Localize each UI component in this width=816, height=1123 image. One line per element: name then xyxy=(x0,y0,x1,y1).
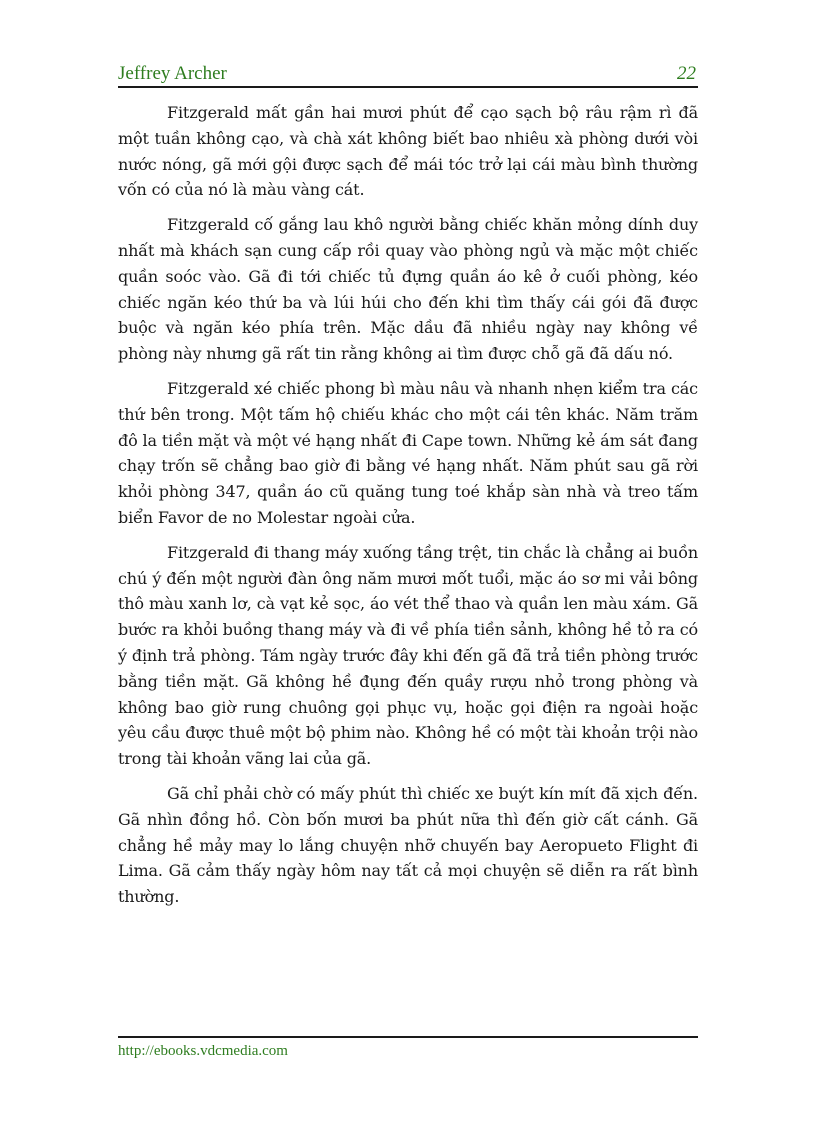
paragraph-2: Fitzgerald cố gắng lau khô người bằng chiếc khăn mỏng dính duy nhất mà khách sạn cung cấp rồi quay vào phòng ngủ và mặc một chiếc quần soóc vào. Gã đi tới chiếc tủ đựng quần áo kê ở cuối phòng, kéo chiếc ngăn kéo thứ ba và lúi húi cho đến khi tìm thấy cái gói đã được buộc và ngăn kéo phía trên. Mặc dầu đã nhiều ngày nay không về phòng này nhưng gã rất tin rằng không ai tìm được chỗ gã đã dấu nó. xyxy=(118,215,698,364)
page-number: 22 xyxy=(677,63,696,84)
paragraph-1: Fitzgerald mất gần hai mươi phút để cạo sạch bộ râu rậm rì đã một tuần không cạo, và chà xát không biết bao nhiêu xà phòng dưới vòi nước nóng, gã mới gội được sạch để mái tóc trở lại cái màu bình thường vốn có của nó là màu vàng cát. xyxy=(118,103,698,200)
paragraph-4: Fitzgerald đi thang máy xuống tầng trệt, tin chắc là chẳng ai buồn chú ý đến một người đàn ông năm mươi mốt tuổi, mặc áo sơ mi vải bông thô màu xanh lơ, cà vạt kẻ sọc, áo vét thể thao và quần len màu xám. Gã bước ra khỏi buồng thang máy và đi về phía tiền sảnh, không hề tỏ ra có ý định trả phòng. Tám ngày trước đây khi đến gã đã trả tiền phòng trước bằng tiền mặt. Gã không hề đụng đến quầy rượu nhỏ trong phòng và không bao giờ rung chuông gọi phục vụ, hoặc gọi điện ra ngoài hoặc yêu cầu được thuê một bộ phim nào. Không hề có một tài khoản trội nào trong tài khoản vãng lai của gã. xyxy=(118,542,698,769)
header-author: Jeffrey Archer xyxy=(118,63,227,84)
paragraph-5: Gã chỉ phải chờ có mấy phút thì chiếc xe buýt kín mít đã xịch đến. Gã nhìn đồng hồ. Còn bốn mươi ba phút nữa thì đến giờ cất cánh. Gã chẳng hề mảy may lo lắng chuyện nhỡ chuyến bay Aeropueto Flight đi Lima. Gã cảm thấy ngày hôm nay tất cả mọi chuyện sẽ diễn ra rất bình thường. xyxy=(118,783,698,907)
paragraph-3: Fitzgerald xé chiếc phong bì màu nâu và nhanh nhẹn kiểm tra các thứ bên trong. Một tấm hộ chiếu khác cho một cái tên khác. Năm trăm đô la tiền mặt và một vé hạng nhất đi Cape town. Những kẻ ám sát đang chạy trốn sẽ chẳng bao giờ đi bằng vé hạng nhất. Năm phút sau gã rời khỏi phòng 347, quần áo cũ quăng tung toé khắp sàn nhà và treo tấm biển Favor de no Molestar ngoài cửa. xyxy=(118,378,698,527)
footer-url: http://ebooks.vdcmedia.com xyxy=(118,1043,288,1059)
footer-divider xyxy=(118,1036,698,1038)
page-header xyxy=(118,62,698,88)
body-text xyxy=(118,100,698,919)
